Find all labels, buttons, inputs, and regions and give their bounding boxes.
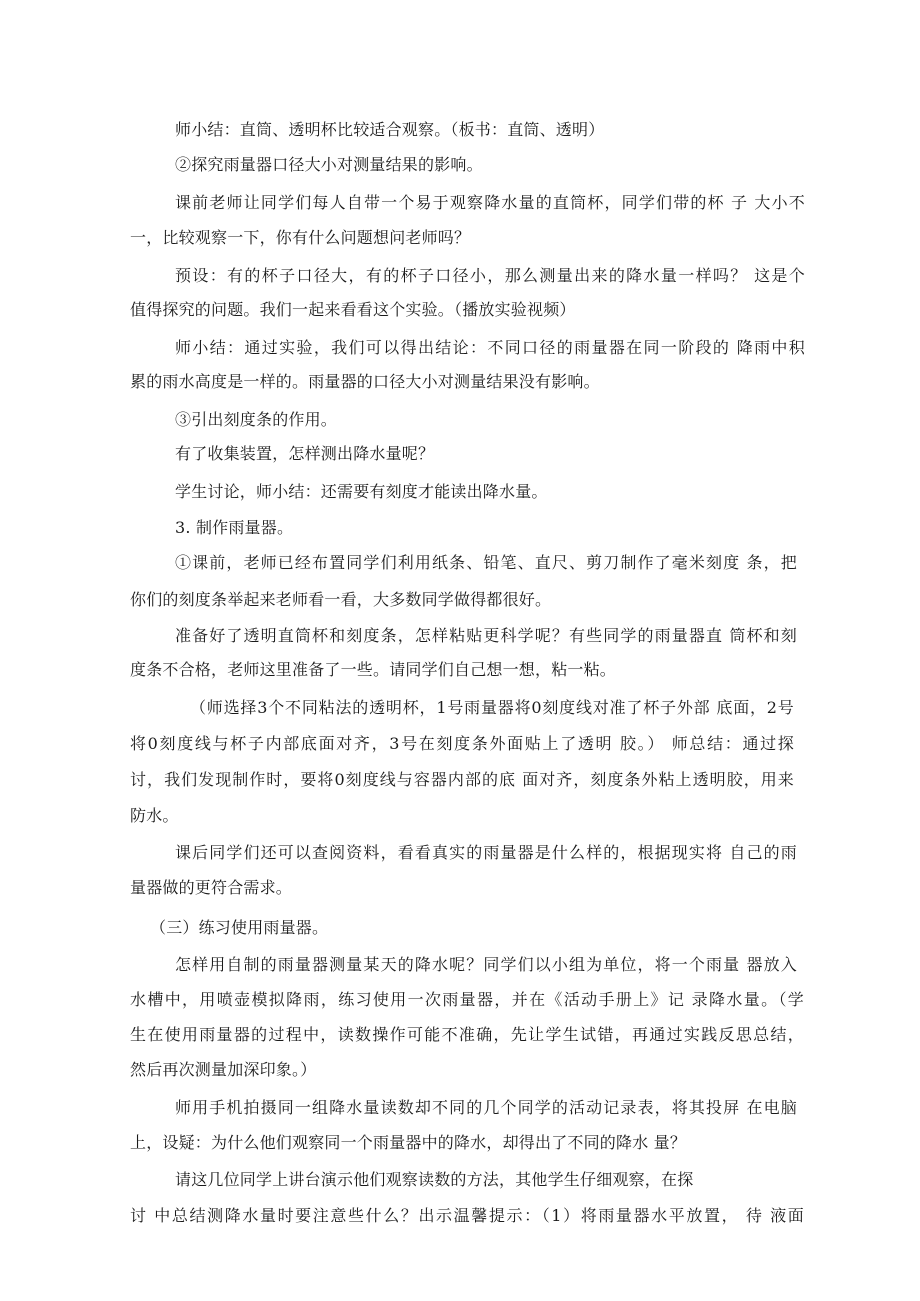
text-line: 怎样用自制的雨量器测量某天的降水呢？同学们以小组为单位，将一个雨量 器放入	[175, 955, 797, 974]
text-line: 课后同学们还可以查阅资料，看看真实的雨量器是什么样的，根据现实将 自己的雨	[175, 843, 797, 862]
text-line: 你们的刻度条举起来老师看一看，大多数同学做得都很好。	[130, 590, 552, 609]
text-line: 师小结：通过实验，我们可以得出结论：不同口径的雨量器在同一阶段的 降雨中积	[175, 338, 805, 357]
text-line: 水槽中，用喷壶模拟降雨，练习使用一次雨量器，并在《活动手册上》记 录降水量。（学	[130, 990, 804, 1009]
text-line: ②探究雨量器口径大小对测量结果的影响。	[175, 155, 483, 174]
text-line: 有了收集装置，怎样测出降水量呢？	[175, 444, 435, 463]
text-line: 课前老师让同学们每人自带一个易于观察降水量的直筒杯，同学们带的杯 子 大小不	[175, 193, 805, 212]
text-line: 度条不合格，老师这里准备了一些。请同学们自己想一想，粘一粘。	[130, 660, 617, 679]
text-line: 讨 中总结测降水量时要注意些什么？出示温馨提示：（1）将雨量器水平放置， 待 液面	[130, 1206, 804, 1225]
text-line: 师小结：直筒、透明杯比较适合观察。（板书：直筒、透明）	[175, 120, 605, 139]
text-line: 讨，我们发现制作时，要将0刻度线与容器内部的底 面对齐，刻度条外粘上透明胶，用来	[130, 770, 794, 789]
text-line: 值得探究的问题。我们一起来看看这个实验。（播放实验视频）	[130, 300, 576, 319]
text-line: （师选择3个不同粘法的透明杯，1号雨量器将0刻度线对准了杯子外部 底面，2号	[190, 698, 794, 717]
text-line: 上，设疑：为什么他们观察同一个雨量器中的降水，却得出了不同的降水 量？	[130, 1133, 687, 1152]
text-line: 量器做的更符合需求。	[130, 878, 293, 897]
text-line: 预设：有的杯子口径大，有的杯子口径小，那么测量出来的降水量一样吗？ 这是个	[175, 266, 805, 285]
section-heading: （三）练习使用雨量器。	[150, 918, 329, 937]
text-line: 防水。	[130, 806, 179, 825]
text-line: 一，比较观察一下，你有什么问题想问老师吗？	[130, 228, 471, 247]
text-line: 累的雨水高度是一样的。雨量器的口径大小对测量结果没有影响。	[130, 372, 600, 391]
text-line: 师用手机拍摄同一组降水量读数却不同的几个同学的活动记录表，将其投屏 在电脑	[175, 1098, 797, 1117]
text-line: 准备好了透明直筒杯和刻度条，怎样粘贴更科学呢？有些同学的雨量器直 筒杯和刻	[175, 626, 797, 645]
text-line: 3. 制作雨量器。	[175, 518, 294, 537]
text-line: 将0刻度线与杯子内部底面对齐，3号在刻度条外面贴上了透明 胶。） 师总结：通过探	[130, 734, 794, 753]
text-line: ①课前，老师已经布置同学们利用纸条、铅笔、直尺、剪刀制作了毫米刻度 条，把	[175, 553, 797, 572]
text-line: 生在使用雨量器的过程中，读数操作可能不准确，先让学生试错，再通过实践反思总结，	[130, 1025, 804, 1044]
text-line: 请这几位同学上讲台演示他们观察读数的方法，其他学生仔细观察，在探	[175, 1170, 694, 1189]
text-line: 学生讨论，师小结：还需要有刻度才能读出降水量。	[175, 482, 548, 501]
text-line: ③引出刻度条的作用。	[175, 410, 338, 429]
text-line: 然后再次测量加深印象。）	[130, 1060, 317, 1079]
